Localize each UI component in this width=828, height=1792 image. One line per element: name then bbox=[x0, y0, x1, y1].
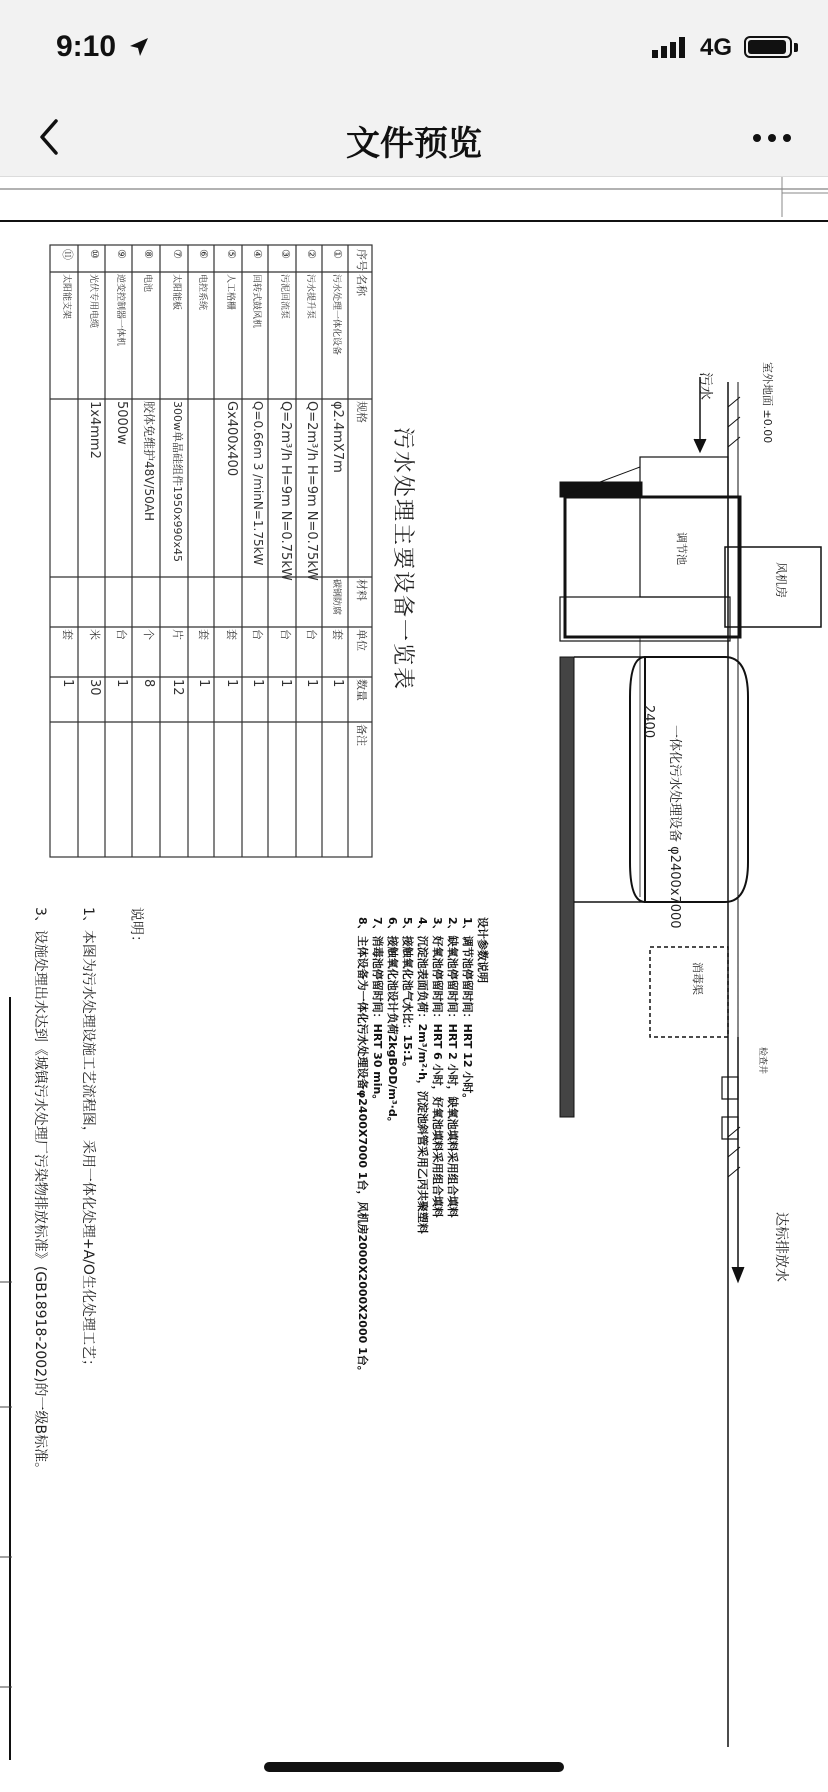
cell-spec: Q=2m³/h H=9m N=0.75kW bbox=[304, 401, 319, 581]
table-row bbox=[224, 249, 240, 724]
more-dots-icon bbox=[752, 133, 792, 143]
blower-room-text: 风机房 bbox=[774, 562, 788, 599]
cell-qty: 1 bbox=[250, 679, 265, 688]
table-row bbox=[250, 249, 266, 724]
cell-unit: 台 bbox=[115, 629, 128, 640]
cell-material: 碳钢防腐 bbox=[331, 579, 341, 616]
cell-name: 光伏专用电缆 bbox=[88, 274, 98, 329]
cell-qty: 1 bbox=[330, 679, 345, 688]
cell-spec: 1x4mm2 bbox=[87, 401, 102, 459]
page-title: 文件预览 bbox=[346, 124, 482, 164]
cell-index: ⑧ bbox=[142, 249, 155, 259]
cell-spec: Q=0.66m 3 /minN=1.75kW bbox=[251, 401, 265, 566]
table-row bbox=[196, 249, 212, 724]
table-title-text: 污水处理主要设备一览表 bbox=[390, 427, 415, 692]
table-row bbox=[278, 249, 294, 724]
cell-unit: 套 bbox=[61, 629, 74, 640]
cell-qty: 1 bbox=[196, 679, 211, 688]
cell-spec: 胶体免维护48V/50AH bbox=[142, 401, 156, 522]
cell-name: 人工格栅 bbox=[225, 274, 235, 311]
inspection-well-text: 检查井 bbox=[757, 1047, 767, 1075]
remark-item: 3、设施处理出水达到《城镇污水处理厂污染物排放标准》(GB18918-2002)的一级B标准。 bbox=[32, 907, 48, 1477]
cell-unit: 台 bbox=[305, 629, 318, 640]
regulating-tank-text: 调节池 bbox=[675, 532, 688, 565]
outlet-text: 达标排放水 bbox=[773, 1212, 789, 1282]
cell-name: 太阳能板 bbox=[171, 274, 181, 311]
disinfection-text: 消毒渠 bbox=[691, 962, 704, 995]
inflow-text: 污水 bbox=[697, 372, 713, 400]
cell-qty: 1 bbox=[224, 679, 239, 688]
location-arrow-icon bbox=[128, 36, 150, 58]
cell-qty: 30 bbox=[87, 679, 102, 696]
cell-unit: 套 bbox=[197, 629, 210, 640]
cell-spec: 300w单晶硅组件1950x990x45 bbox=[171, 401, 184, 562]
cell-unit: 台 bbox=[251, 629, 264, 640]
cell-unit: 米 bbox=[88, 629, 101, 640]
status-time: 9:10 bbox=[56, 30, 117, 63]
outlet-label bbox=[772, 1212, 792, 1282]
header-qty: 数量 bbox=[355, 679, 368, 701]
table-row bbox=[141, 249, 158, 724]
header-name: 名称 bbox=[355, 274, 368, 296]
cell-unit: 套 bbox=[331, 629, 344, 640]
equipment-label bbox=[667, 725, 686, 929]
design-note-item: 3、好氧池停留时间：HRT 6 小时，好氧池填料采用组合填料 bbox=[431, 917, 444, 1218]
table-row bbox=[60, 249, 76, 724]
design-note-item: 5、接触氧化池气水比：15:1。 bbox=[401, 917, 414, 1074]
table-row bbox=[304, 249, 320, 724]
header-remark: 备注 bbox=[355, 724, 368, 746]
cell-unit: 片 bbox=[171, 629, 184, 640]
document-preview[interactable] bbox=[0, 177, 828, 1760]
equipment-text: 一体化污水处理设备 φ2400x7000 bbox=[667, 725, 682, 929]
cell-spec: φ2.4mX7m bbox=[330, 401, 345, 473]
design-note-item: 1、调节池停留时间：HRT 12 小时。 bbox=[461, 917, 474, 1105]
cell-name: 电控系统 bbox=[197, 274, 207, 311]
design-note-item: 4、沉淀池表面负荷：2m³/m²·h，沉淀池斜管采用乙丙共聚塑料 bbox=[416, 917, 429, 1234]
table-row bbox=[170, 249, 186, 724]
cell-spec: Gx400x400 bbox=[224, 401, 239, 477]
remarks-title: 说明： bbox=[128, 907, 144, 949]
dimension-label bbox=[641, 705, 656, 738]
cell-name: 污水提升泵 bbox=[305, 274, 315, 320]
network-type: 4G bbox=[700, 34, 733, 61]
cell-index: ⑥ bbox=[197, 249, 210, 259]
cell-spec: 5000w bbox=[114, 401, 129, 445]
inspection-well-label bbox=[757, 1047, 770, 1074]
nav-bar bbox=[0, 100, 828, 177]
cell-unit: 套 bbox=[225, 629, 238, 640]
table-row bbox=[330, 249, 346, 724]
cell-index: ① bbox=[331, 249, 344, 259]
design-notes-title: 设计参数说明 bbox=[476, 917, 489, 983]
home-indicator[interactable] bbox=[264, 1762, 564, 1772]
blower-room-label bbox=[773, 562, 790, 598]
design-note-item: 8、主体设备为一体化污水处理设备φ2400X7000 1台，风机房2000X2000X2000 1台。 bbox=[356, 917, 369, 1377]
inflow-label bbox=[696, 372, 716, 400]
cell-unit: 个 bbox=[142, 629, 155, 640]
cell-unit: 台 bbox=[279, 629, 292, 640]
table-row bbox=[87, 249, 103, 724]
dimension-text: 2400 bbox=[641, 705, 656, 739]
table-row bbox=[114, 249, 130, 724]
cell-qty: 1 bbox=[304, 679, 319, 688]
header-unit: 单位 bbox=[355, 629, 368, 651]
cell-index: ② bbox=[305, 249, 318, 259]
header-spec: 规格 bbox=[355, 401, 368, 423]
cell-qty: 8 bbox=[141, 679, 156, 688]
cell-index: ⑩ bbox=[88, 249, 101, 259]
cell-name: 太阳能支架 bbox=[61, 274, 71, 320]
table-title bbox=[389, 427, 420, 691]
remarks bbox=[16, 907, 160, 1476]
status-bar bbox=[0, 0, 828, 100]
remark-item: 1、本图为污水处理设施工艺流程图，采用一体化处理+A/O生化处理工艺； bbox=[80, 907, 96, 1373]
cell-spec: Q=2m³/h H=9m N=0.75kW bbox=[278, 401, 293, 581]
header-material: 材料 bbox=[355, 579, 368, 601]
ground-level-text: 室外地面 ±0.00 bbox=[761, 362, 774, 444]
cell-index: ⑦ bbox=[171, 249, 184, 259]
design-note-item: 2、缺氧池停留时间：HRT 2 小时，缺氧池填料采用组合填料 bbox=[446, 917, 459, 1218]
design-note-item: 6、接触氧化池设计负荷2kgBOD/m³·d。 bbox=[386, 917, 399, 1128]
cellular-signal-icon bbox=[652, 36, 692, 58]
regulating-tank-label bbox=[674, 532, 690, 565]
cell-name: 污泥回流泵 bbox=[279, 274, 289, 320]
cell-qty: 1 bbox=[278, 679, 293, 688]
cell-qty: 1 bbox=[114, 679, 129, 688]
cell-name: 电池 bbox=[142, 274, 152, 293]
cell-index: ⑨ bbox=[115, 249, 128, 259]
design-notes bbox=[355, 917, 490, 1377]
cell-index: ④ bbox=[251, 249, 264, 259]
cell-name: 污水处理一体化设备 bbox=[331, 274, 341, 356]
battery-tip bbox=[794, 43, 798, 52]
table-header-row bbox=[354, 249, 370, 746]
cell-qty: 12 bbox=[170, 679, 185, 696]
battery-icon bbox=[744, 36, 792, 58]
design-note-item: 7、消毒池停留时间：HRT 30 min。 bbox=[371, 917, 384, 1106]
cell-name: 逆变控制器一体机 bbox=[115, 274, 125, 347]
more-button[interactable] bbox=[742, 118, 802, 158]
cell-index: ⑪ bbox=[61, 249, 74, 260]
header-index: 序号 bbox=[355, 249, 368, 271]
ground-level-label bbox=[760, 362, 776, 443]
cell-index: ③ bbox=[279, 249, 292, 259]
cell-name: 回转式鼓风机 bbox=[251, 274, 261, 329]
cell-index: ⑤ bbox=[225, 249, 238, 259]
disinfection-label bbox=[690, 962, 706, 995]
cell-qty: 1 bbox=[60, 679, 75, 688]
